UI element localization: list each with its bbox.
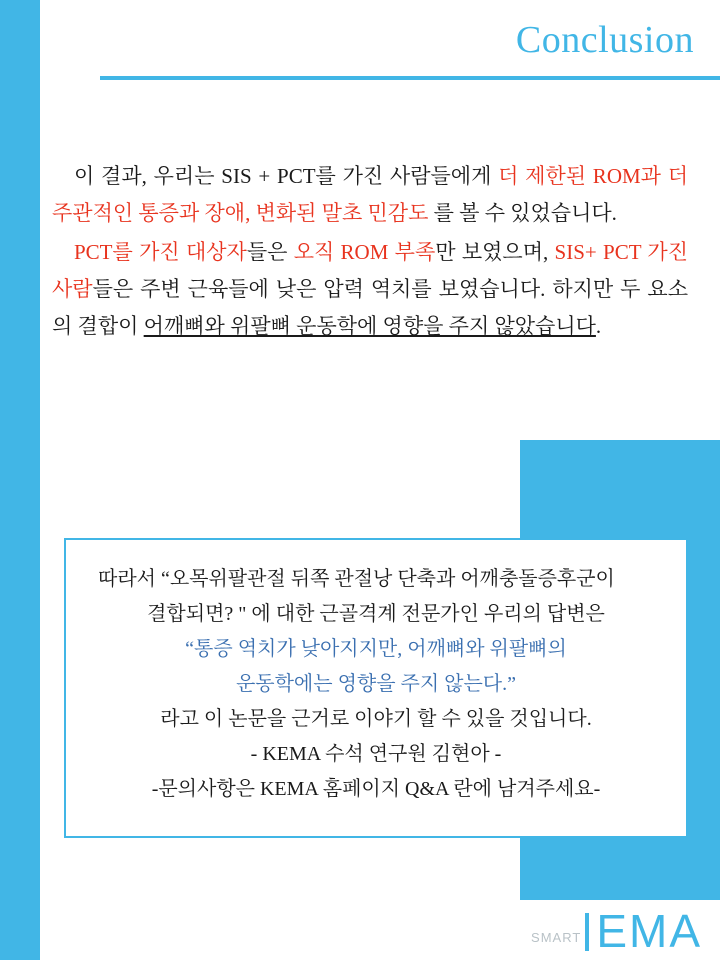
paragraph-2-seg1-highlight: PCT를 가진 대상자 xyxy=(74,240,247,264)
quote-line-1: 따라서 “오목위팔관절 뒤쪽 관절낭 단축과 어깨충돌증후군이 xyxy=(98,568,615,590)
paragraph-1-seg1: 이 결과, 우리는 SIS + PCT를 가진 사람들에게 xyxy=(74,164,499,188)
quote-box xyxy=(64,538,688,838)
paragraph-2 xyxy=(52,234,688,345)
body-content xyxy=(52,158,688,347)
paragraph-1 xyxy=(52,158,688,232)
quote-line-4: 운동학에는 영향을 주지 않는다.” xyxy=(235,673,517,695)
left-accent-bar xyxy=(0,0,40,960)
logo-smart-text: SMART xyxy=(531,930,582,945)
paragraph-2-seg8: . xyxy=(595,314,602,338)
quote-line-6: - KEMA 수석 연구원 김현아 - xyxy=(250,743,502,765)
logo-k-bar-icon xyxy=(585,913,589,951)
page-title: Conclusion xyxy=(515,19,694,61)
logo-kema-text xyxy=(585,905,702,957)
quote-line-3: “통증 역치가 낮아지지만, 어깨뼈와 위팔뼈의 xyxy=(185,638,567,660)
paragraph-2-seg5-highlight: SIS+ PCT 가진 사람 xyxy=(52,240,689,301)
title-divider xyxy=(100,76,720,80)
paragraph-2-seg3-highlight: 오직 ROM 부족 xyxy=(293,240,436,264)
paragraph-2-seg2: 들은 xyxy=(246,240,294,264)
quote-line-5: 라고 이 논문을 근거로 이야기 할 수 있을 것입니다. xyxy=(160,708,592,730)
paragraph-1-seg3: 를 볼 수 있었습니다. xyxy=(433,201,617,225)
logo-kema-letters: EMA xyxy=(596,905,702,957)
paragraph-2-seg6: 들은 주변 근육들에 낮은 압력 역치를 보였습니다. 하지만 두 요소의 결합이 xyxy=(52,277,688,338)
quote-line-2: 결합되면? " 에 대한 근골격계 전문가인 우리의 답변은 xyxy=(147,603,605,625)
paragraph-2-seg4: 만 보였으며, xyxy=(435,240,555,264)
quote-line-7: -문의사항은 KEMA 홈페이지 Q&A 란에 남겨주세요- xyxy=(151,778,601,800)
kema-logo xyxy=(531,898,702,957)
paragraph-2-seg7-underlined: 어깨뼈와 위팔뼈 운동학에 영향을 주지 않았습니다 xyxy=(143,314,596,338)
paragraph-1-seg2-highlight: 더 제한된 ROM과 더 주관적인 통증과 장애, 변화된 말초 민감도 xyxy=(52,164,688,225)
